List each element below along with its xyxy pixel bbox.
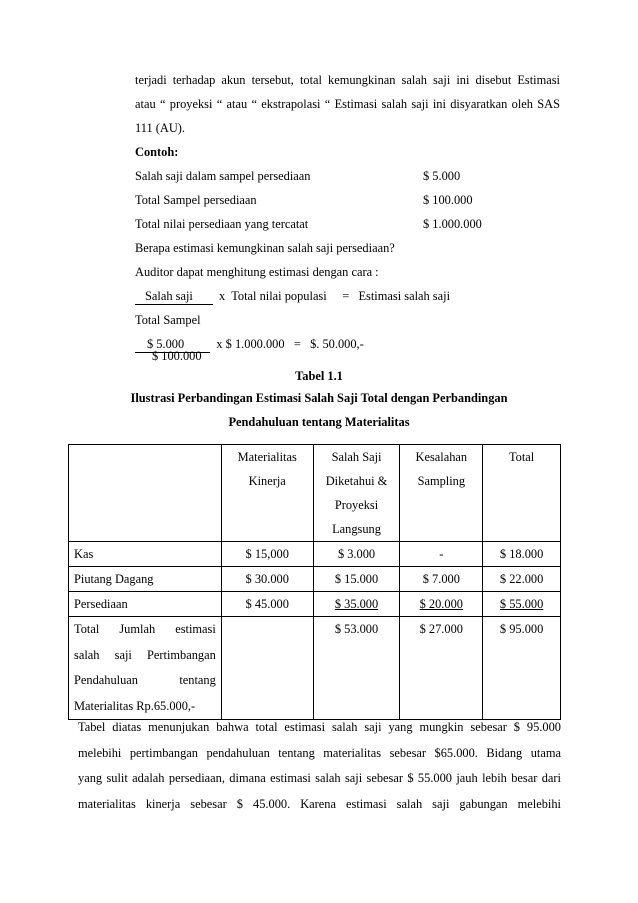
formula: [135, 284, 450, 308]
header-empty: [69, 445, 222, 542]
row-label: Persediaan: [69, 592, 222, 617]
formula-rest: x Total nilai populasi = Estimasi salah saji: [219, 289, 451, 303]
cell-total: $ 22.000: [483, 567, 561, 592]
cell-total: $ 18.000: [483, 542, 561, 567]
intro-paragraph: [135, 68, 560, 140]
cell-sampling: $ 27.000: [400, 617, 483, 720]
cell-salah-saji: $ 3.000: [313, 542, 400, 567]
header-sampling: Kesalahan Sampling: [400, 445, 483, 542]
table-total-row: [69, 617, 561, 720]
header-materialitas: Materialitas Kinerja: [221, 445, 313, 542]
auditor-line: Auditor dapat menghitung estimasi dengan cara :: [135, 265, 379, 279]
example-item-amount: $ 5.000: [423, 169, 461, 183]
calc-numerator: $ 5.000: [135, 337, 210, 353]
cell-materialitas: $ 45.000: [221, 592, 313, 617]
cell-salah-saji: $ 53.000: [313, 617, 400, 720]
table-row: [69, 567, 561, 592]
conclusion-paragraph: [78, 715, 561, 817]
comparison-table: [68, 444, 561, 720]
total-row-label: Total Jumlah estimasi salah saji Pertimbangan Pendahuluan tentang Materialitas Rp.65.000,-: [69, 617, 222, 720]
cell-sampling: $ 7.000: [400, 567, 483, 592]
formula-numerator: Salah saji: [135, 289, 213, 305]
example-item-label: Total Sampel persediaan: [135, 193, 257, 207]
table-number: Tabel 1.1: [295, 369, 343, 383]
header-salah-saji: Salah Saji Diketahui & Proyeksi Langsung: [313, 445, 400, 542]
table-title-line: Ilustrasi Perbandingan Estimasi Salah Saji Total dengan Perbandingan: [130, 391, 508, 405]
calc-denominator: $ 100.000: [152, 349, 202, 363]
cell-sampling: $ 20.000: [400, 592, 483, 617]
conclusion-line: yang sulit adalah persediaan, dimana estimasi salah saji sebesar $ 55.000 jauh lebih besar dari: [78, 771, 561, 785]
header-total: Total: [483, 445, 561, 542]
example-item-label: Total nilai persediaan yang tercatat: [135, 217, 309, 231]
conclusion-line: melebihi pertimbangan pendahuluan tentang materialitas sebesar $65.000. Bidang utama: [78, 745, 561, 760]
example-item-label: Salah saji dalam sampel persediaan: [135, 169, 311, 183]
cell-sampling: -: [400, 542, 483, 567]
cell-salah-saji: $ 15.000: [313, 567, 400, 592]
example-item-amount: $ 1.000.000: [423, 217, 482, 231]
cell-materialitas: $ 15,000: [221, 542, 313, 567]
table-header-row: [69, 445, 561, 542]
calc-rest: x $ 1.000.000 = $. 50.000,-: [216, 337, 364, 351]
row-label: Kas: [69, 542, 222, 567]
cell-materialitas: [221, 617, 313, 720]
cell-total: $ 55.000: [483, 592, 561, 617]
formula-denominator: Total Sampel: [135, 313, 201, 327]
cell-salah-saji: $ 35.000: [313, 592, 400, 617]
table-row: [69, 542, 561, 567]
row-label: Piutang Dagang: [69, 567, 222, 592]
intro-line: atau “ proyeksi “ atau “ ekstrapolasi “ Estimasi salah saji ini disyaratkan oleh SAS: [135, 97, 560, 111]
example-heading: Contoh:: [135, 145, 179, 159]
example-item-amount: $ 100.000: [423, 193, 473, 207]
intro-line: terjadi terhadap akun tersebut, total kemungkinan salah saji ini disebut Estimasi: [135, 73, 560, 87]
conclusion-line: materialitas kinerja sebesar $ 45.000. Karena estimasi salah saji gabungan melebihi: [78, 796, 561, 811]
table-row: [69, 592, 561, 617]
cell-materialitas: $ 30.000: [221, 567, 313, 592]
intro-line: 111 (AU).: [135, 121, 186, 135]
example-question: Berapa estimasi kemungkinan salah saji persediaan?: [135, 241, 395, 255]
conclusion-line: Tabel diatas menunjukan bahwa total estimasi salah saji yang mungkin sebesar $ 95.000: [78, 720, 561, 734]
cell-total: $ 95.000: [483, 617, 561, 720]
table-title-line: Pendahuluan tentang Materialitas: [228, 415, 410, 429]
